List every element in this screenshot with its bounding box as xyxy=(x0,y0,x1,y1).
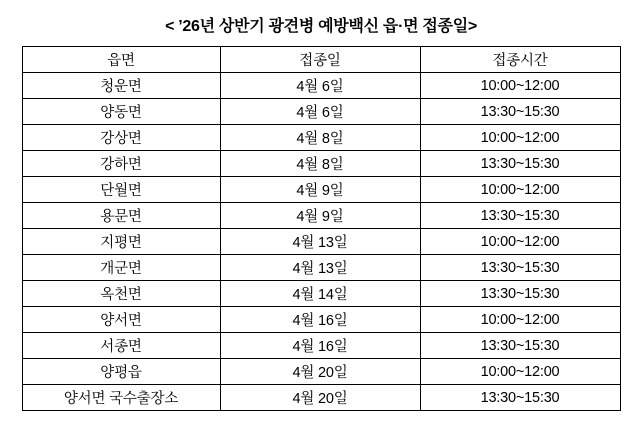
cell-township: 옥천면 xyxy=(22,281,220,307)
cell-date: 4월 14일 xyxy=(220,281,420,307)
table-row xyxy=(22,255,620,281)
cell-time: 13:30~15:30 xyxy=(420,385,620,411)
cell-time: 10:00~12:00 xyxy=(420,73,620,99)
table-row xyxy=(22,125,620,151)
table-row xyxy=(22,73,620,99)
cell-township: 양서면 국수출장소 xyxy=(22,385,220,411)
cell-date: 4월 20일 xyxy=(220,385,420,411)
column-header-date: 접종일 xyxy=(220,47,420,73)
table-row xyxy=(22,229,620,255)
table-row xyxy=(22,359,620,385)
table-row xyxy=(22,99,620,125)
cell-time: 10:00~12:00 xyxy=(420,229,620,255)
column-header-township: 읍면 xyxy=(22,47,220,73)
cell-date: 4월 9일 xyxy=(220,203,420,229)
cell-date: 4월 20일 xyxy=(220,359,420,385)
table-row xyxy=(22,177,620,203)
vaccination-schedule-table xyxy=(22,46,621,411)
cell-township: 양평읍 xyxy=(22,359,220,385)
cell-township: 양동면 xyxy=(22,99,220,125)
table-header-row xyxy=(22,47,620,73)
cell-township: 지평면 xyxy=(22,229,220,255)
cell-township: 개군면 xyxy=(22,255,220,281)
table-row xyxy=(22,281,620,307)
table-row xyxy=(22,333,620,359)
cell-time: 13:30~15:30 xyxy=(420,203,620,229)
table-row xyxy=(22,385,620,411)
cell-date: 4월 6일 xyxy=(220,73,420,99)
cell-township: 서종면 xyxy=(22,333,220,359)
cell-township: 단월면 xyxy=(22,177,220,203)
cell-time: 13:30~15:30 xyxy=(420,333,620,359)
cell-township: 강하면 xyxy=(22,151,220,177)
column-header-time: 접종시간 xyxy=(420,47,620,73)
cell-time: 10:00~12:00 xyxy=(420,125,620,151)
cell-time: 13:30~15:30 xyxy=(420,151,620,177)
cell-date: 4월 13일 xyxy=(220,255,420,281)
cell-township: 양서면 xyxy=(22,307,220,333)
cell-date: 4월 8일 xyxy=(220,125,420,151)
cell-date: 4월 13일 xyxy=(220,229,420,255)
cell-time: 13:30~15:30 xyxy=(420,281,620,307)
cell-time: 10:00~12:00 xyxy=(420,177,620,203)
cell-township: 청운면 xyxy=(22,73,220,99)
cell-time: 13:30~15:30 xyxy=(420,255,620,281)
table-row xyxy=(22,151,620,177)
cell-date: 4월 9일 xyxy=(220,177,420,203)
cell-township: 용문면 xyxy=(22,203,220,229)
cell-date: 4월 8일 xyxy=(220,151,420,177)
cell-date: 4월 16일 xyxy=(220,307,420,333)
page-title: < ’26년 상반기 광견병 예방백신 읍·면 접종일> xyxy=(165,18,477,35)
cell-date: 4월 16일 xyxy=(220,333,420,359)
cell-time: 10:00~12:00 xyxy=(420,307,620,333)
cell-time: 10:00~12:00 xyxy=(420,359,620,385)
cell-date: 4월 6일 xyxy=(220,99,420,125)
cell-time: 13:30~15:30 xyxy=(420,99,620,125)
table-row xyxy=(22,307,620,333)
table-body xyxy=(22,73,620,411)
table-row xyxy=(22,203,620,229)
cell-township: 강상면 xyxy=(22,125,220,151)
